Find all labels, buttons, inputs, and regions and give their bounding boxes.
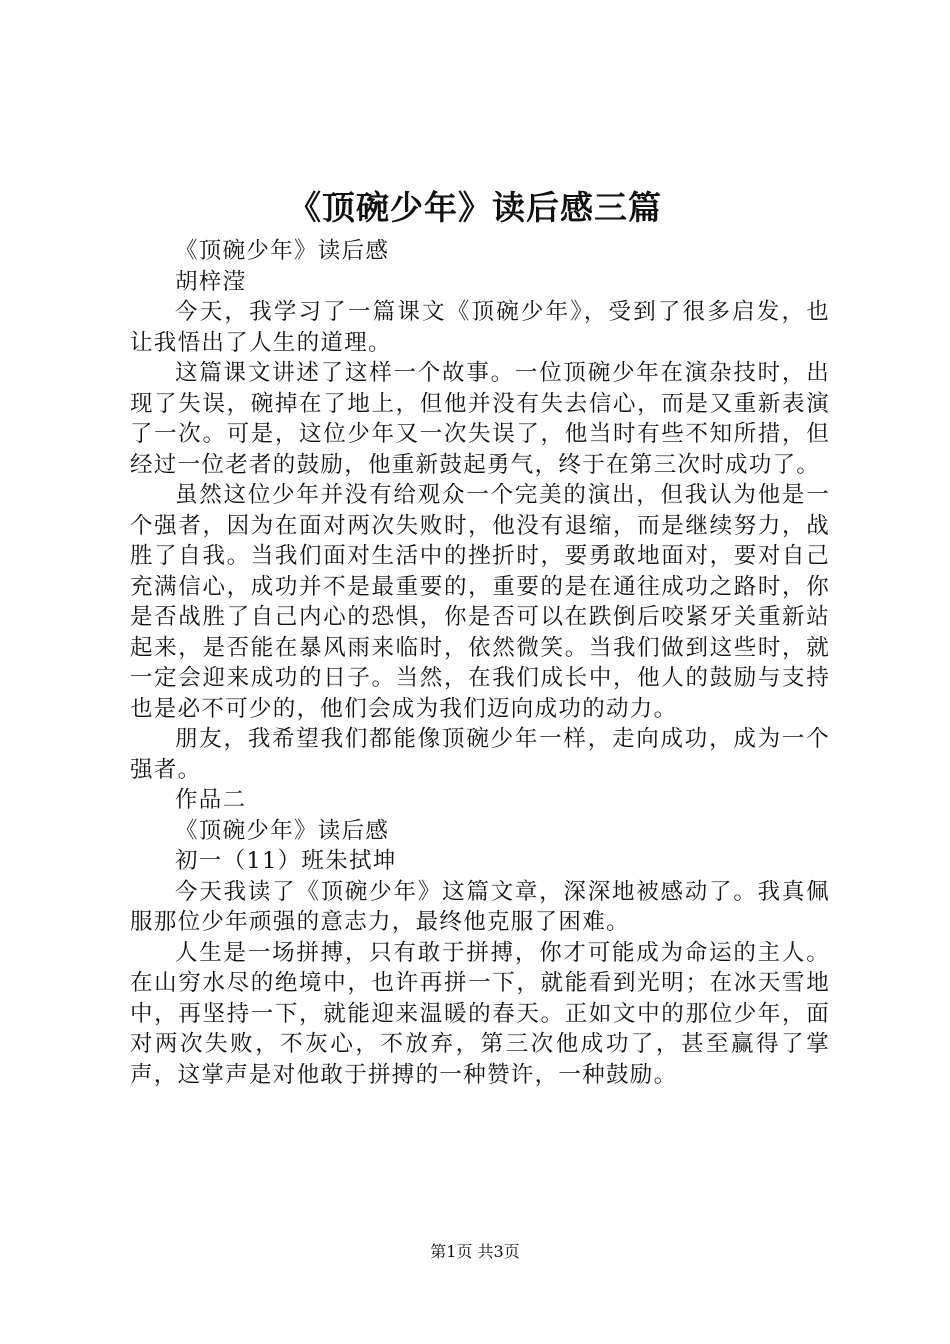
subtitle-paragraph: 《顶碗少年》读后感 xyxy=(175,817,390,844)
body-paragraph: 虽然这位少年并没有给观众一个完美的演出，但我认为他是一个强者，因为在面对两次失败时，他没有退缩，而是继续努力，战胜了自我。当我们面对生活中的挫折时，要勇敢地面对，要对自己充满信心，成功并不是最重要的，重要的是在通往成功之路时，你是否战胜了自己内心的恐惧，你是否可以在跌倒后咬紧牙关重新站起来，是否能在暴风雨来临时，依然微笑。当我们做到这些时，就一定会迎来成功的日子。当然，在我们成长中，他人的鼓励与支持也是必不可少的，他们会成为我们迈向成功的动力。 xyxy=(130,482,830,722)
body-paragraph: 朋友，我希望我们都能像顶碗少年一样，走向成功，成为一个强者。 xyxy=(130,726,830,783)
author-paragraph: 初一（11）班朱拭坤 xyxy=(175,848,397,874)
subtitle-paragraph: 《顶碗少年》读后感 xyxy=(175,238,390,264)
document-body xyxy=(130,236,830,1090)
body-paragraph: 今天我读了《顶碗少年》这篇文章，深深地被感动了。我真佩服那位少年顽强的意志力，最终他克服了困难。 xyxy=(130,878,830,935)
body-paragraph: 今天，我学习了一篇课文《顶碗少年》，受到了很多启发，也让我悟出了人生的道理。 xyxy=(130,299,830,356)
section-heading: 作品二 xyxy=(175,787,247,813)
author-paragraph: 胡梓滢 xyxy=(175,268,247,295)
body-paragraph: 这篇课文讲述了这样一个故事。一位顶碗少年在演杂技时，出现了失误，碗掉在了地上，但他并没有失去信心，而是又重新表演了一次。可是，这位少年又一次失误了，他当时有些不知所措，但经过一位老者的鼓励，他重新鼓起勇气，终于在第三次时成功了。 xyxy=(130,360,830,478)
body-paragraph: 人生是一场拼搏，只有敢于拼搏，你才可能成为命运的主人。在山穷水尽的绝境中，也许再拼一下，就能看到光明；在冰天雪地中，再坚持一下，就能迎来温暖的春天。正如文中的那位少年，面对两次失败，不灰心，不放弃，第三次他成功了，甚至赢得了掌声，这掌声是对他敢于拼搏的一种赞许，一种鼓励。 xyxy=(130,939,830,1088)
page-footer: 第1页 共3页 xyxy=(430,1242,520,1261)
document-title: 《顶碗少年》读后感三篇 xyxy=(288,188,662,227)
